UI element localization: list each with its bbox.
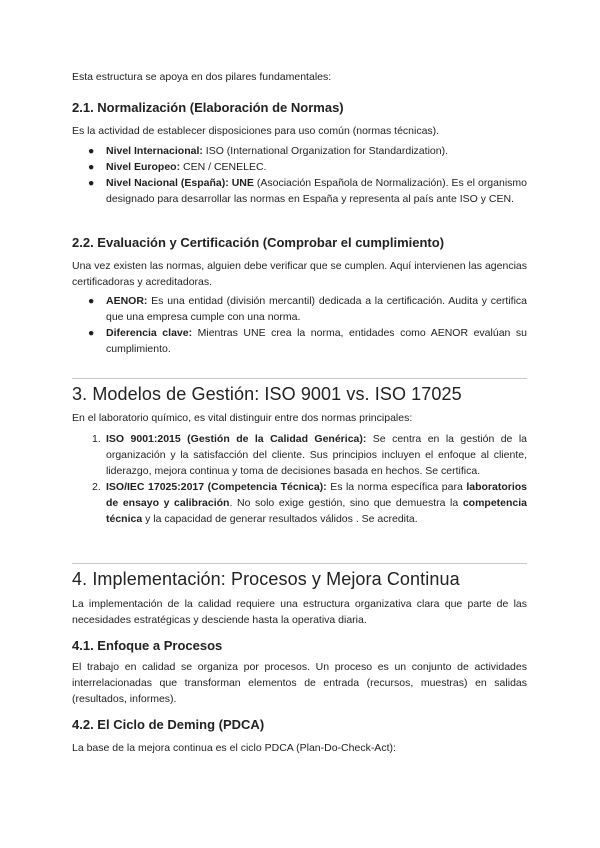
list-item: ● AENOR: Es una entidad (división mercantil) dedicada a la certificación. Audita y certifica que una empresa cumple con una norma. bbox=[88, 295, 527, 323]
section-3-paragraph: En el laboratorio químico, es vital distinguir entre dos normas principales: bbox=[72, 412, 413, 424]
list-item: 1. ISO 9001:2015 (Gestión de la Calidad Genérica): Se centra en la gestión de la organización y la satisfacción del cliente. Sus principios incluyen el enfoque al cliente, liderazgo, mejora continua y toma de decisiones basada en hechos. Se certifica. bbox=[92, 433, 528, 477]
intro-paragraph: Esta estructura se apoya en dos pilares fundamentales: bbox=[72, 71, 332, 83]
section-2-1-heading: 2.1. Normalización (Elaboración de Normas) bbox=[72, 100, 344, 115]
bullet-icon: ● bbox=[88, 327, 95, 339]
section-divider bbox=[72, 563, 527, 564]
list-item: ● Nivel Nacional (España): UNE (Asociación Española de Normalización). Es el organismo designado para desarrollar las normas en España y representa al país ante ISO y CEN. bbox=[88, 177, 527, 205]
section-4-heading: 4. Implementación: Procesos y Mejora Continua bbox=[72, 569, 460, 589]
list-item: ● Nivel Internacional: ISO (International Organization for Standardization). bbox=[88, 145, 448, 157]
section-2-2-paragraph: Una vez existen las normas, alguien debe verificar que se cumplen. Aquí intervienen las agencias certificadoras y acreditadoras. bbox=[72, 260, 527, 288]
section-4-2-paragraph: La base de la mejora continua es el ciclo PDCA (Plan-Do-Check-Act): bbox=[72, 742, 396, 754]
bullet-icon: ● bbox=[88, 145, 95, 157]
section-2-2-heading: 2.2. Evaluación y Certificación (Comprobar el cumplimiento) bbox=[72, 235, 445, 250]
bullet-icon: ● bbox=[88, 177, 95, 189]
bullet-icon: ● bbox=[88, 161, 95, 173]
section-2-1-list bbox=[72, 143, 527, 207]
section-2-1-paragraph: Es la actividad de establecer disposiciones para uso común (normas técnicas). bbox=[72, 125, 440, 137]
section-divider bbox=[72, 378, 527, 379]
list-item: ● Nivel Europeo: CEN / CENELEC. bbox=[88, 161, 267, 173]
section-4-1-paragraph: El trabajo en calidad se organiza por procesos. Un proceso es un conjunto de actividades interrelacionadas que transforman elementos de entrada (recursos, muestras) en salidas (resultados, informes). bbox=[72, 661, 527, 705]
section-2-2-list bbox=[72, 293, 527, 357]
list-item: 2. ISO/IEC 17025:2017 (Competencia Técnica): Es la norma específica para laboratorios de ensayo y calibración. No solo exige gestión, sino que demuestra la competencia técnica y la capacidad de generar resultados válidos . Se acredita. bbox=[92, 481, 528, 525]
section-4-paragraph: La implementación de la calidad requiere una estructura organizativa clara que parte de las necesidades estratégicas y desciende hasta la operativa diaria. bbox=[72, 598, 527, 626]
section-3-heading: 3. Modelos de Gestión: ISO 9001 vs. ISO 17025 bbox=[72, 384, 462, 404]
section-4-2-heading: 4.2. El Ciclo de Deming (PDCA) bbox=[72, 717, 265, 732]
bullet-icon: ● bbox=[88, 295, 95, 307]
list-item: ● Diferencia clave: Mientras UNE crea la norma, entidades como AENOR evalúan su cumplimiento. bbox=[88, 327, 527, 355]
section-4-1-heading: 4.1. Enfoque a Procesos bbox=[72, 638, 223, 653]
section-3-list bbox=[72, 431, 527, 527]
